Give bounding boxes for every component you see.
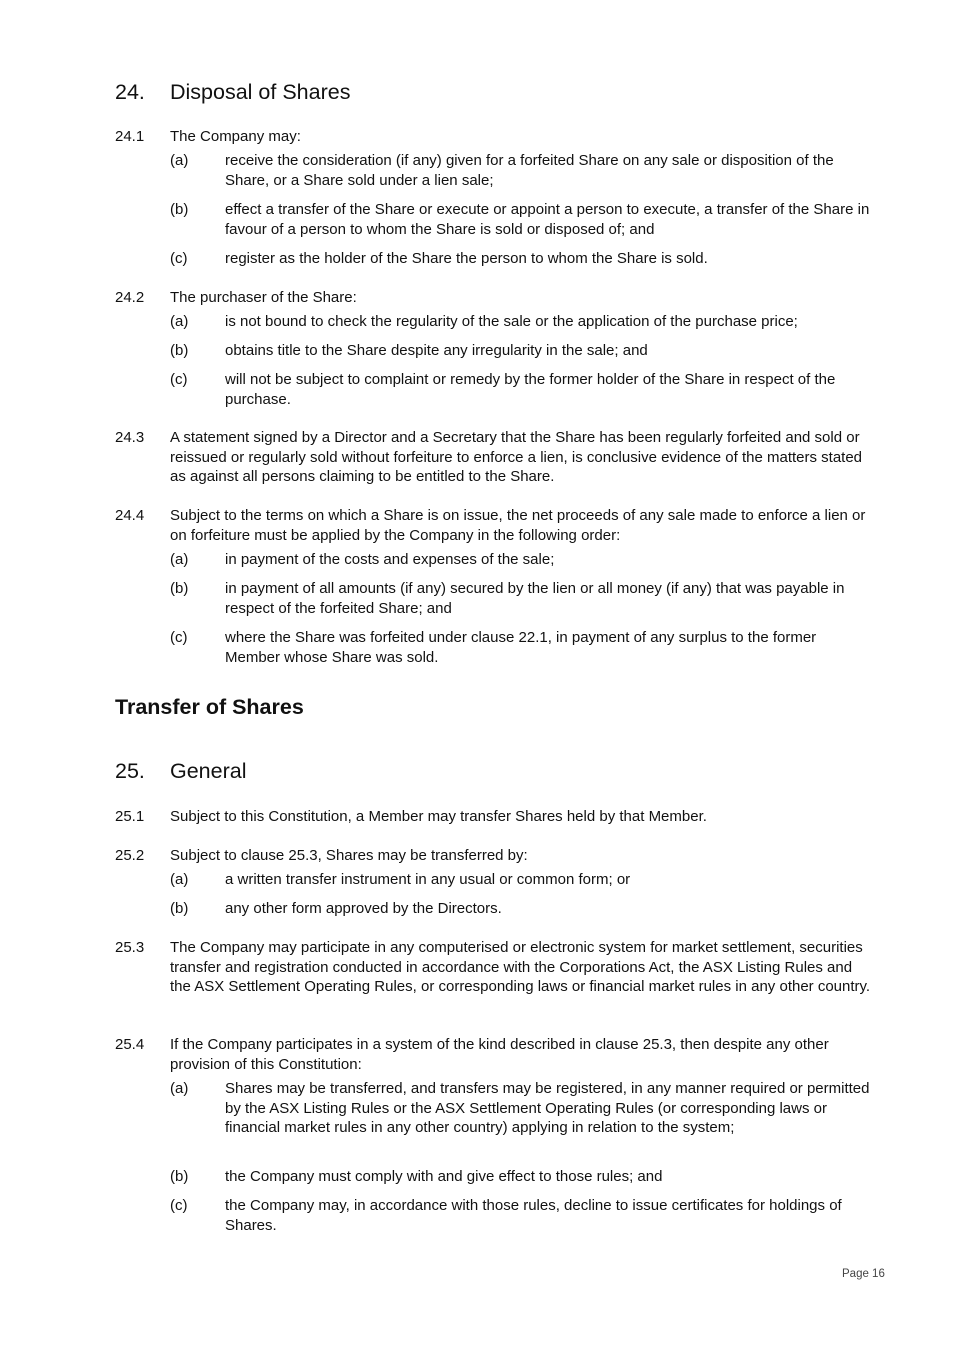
subclause-text: The purchaser of the Share:	[170, 289, 357, 306]
clause-number: 25.	[115, 759, 145, 783]
paragraph-text: in payment of the costs and expenses of the sale;	[225, 551, 555, 568]
paragraph-text: is not bound to check the regularity of the sale or the application of the purchase price;	[225, 313, 798, 330]
paragraph-text: obtains title to the Share despite any irregularity in the sale; and	[225, 342, 648, 359]
paragraph-text: receive the consideration (if any) given for a forfeited Share on any sale or disposition of the Share, or a Share sold under a lien sale;	[225, 152, 834, 189]
paragraph-text: a written transfer instrument in any usual or common form; or	[225, 871, 631, 888]
paragraph-number: (a)	[170, 313, 189, 330]
subclause-number: 25.2	[115, 847, 145, 864]
paragraph-text: register as the holder of the Share the person to whom the Share is sold.	[225, 250, 708, 267]
paragraph-number: (b)	[170, 900, 189, 917]
paragraph-text: any other form approved by the Directors.	[225, 900, 502, 917]
subclause-text: If the Company participates in a system of the kind described in clause 25.3, then despite any other provision of this Constitution:	[170, 1036, 829, 1073]
paragraph-text: where the Share was forfeited under clause 22.1, in payment of any surplus to the former Member whose Share was sold.	[225, 629, 817, 666]
paragraph-text: the Company may, in accordance with those rules, decline to issue certificates for holdings of Shares.	[225, 1197, 842, 1234]
paragraph-number: (a)	[170, 551, 189, 568]
subclause-number: 24.4	[115, 507, 145, 524]
clause-title: General	[170, 759, 247, 783]
paragraph-number: (b)	[170, 201, 189, 218]
paragraph-number: (a)	[170, 871, 189, 888]
subclause-number: 24.1	[115, 128, 145, 145]
paragraph-number: (c)	[170, 250, 188, 267]
clause-heading-25	[115, 759, 247, 784]
subclause-text: Subject to clause 25.3, Shares may be transferred by:	[170, 847, 528, 864]
clause-title: Disposal of Shares	[170, 80, 351, 104]
clause-heading-24	[115, 80, 350, 105]
paragraph-number: (a)	[170, 1080, 189, 1097]
subclause-number: 24.3	[115, 429, 145, 446]
part-heading: Transfer of Shares	[115, 695, 304, 719]
subclause-number: 25.4	[115, 1036, 145, 1053]
page-number: Page 16	[842, 1268, 885, 1280]
paragraph-text: in payment of all amounts (if any) secured by the lien or all money (if any) that was payable in respect of the forfeited Share; and	[225, 580, 845, 617]
subclause-text: A statement signed by a Director and a Secretary that the Share has been regularly forfeited and sold or reissued or regularly sold without forfeiture to enforce a lien, is conclusive evidence of the matters stated as against all persons claiming to be entitled to the Share.	[170, 429, 863, 486]
paragraph-number: (b)	[170, 342, 189, 359]
paragraph-number: (b)	[170, 1168, 189, 1185]
subclause-number: 24.2	[115, 289, 145, 306]
paragraph-text: effect a transfer of the Share or execute or appoint a person to execute, a transfer of the Share in favour of a person to whom the Share is sold or disposed of; and	[225, 201, 870, 238]
subclause-number: 25.1	[115, 808, 145, 825]
paragraph-text: will not be subject to complaint or remedy by the former holder of the Share in respect of the purchase.	[225, 371, 836, 408]
subclause-text: Subject to this Constitution, a Member may transfer Shares held by that Member.	[170, 808, 707, 825]
paragraph-number: (a)	[170, 152, 189, 169]
paragraph-number: (b)	[170, 580, 189, 597]
paragraph-text: Shares may be transferred, and transfers may be registered, in any manner required or permitted by the ASX Listing Rules or the ASX Settlement Operating Rules (or corresponding laws or financial market rules in any other country) applying in relation to the system;	[225, 1080, 870, 1137]
paragraph-number: (c)	[170, 629, 188, 646]
subclause-text: The Company may participate in any computerised or electronic system for market settlement, securities transfer and registration conducted in accordance with the Corporations Act, the ASX Listing Rules and the ASX Settlement Operating Rules, or corresponding laws or financial market rules in any other country.	[170, 939, 871, 996]
clause-number: 24.	[115, 80, 145, 104]
paragraph-number: (c)	[170, 371, 188, 388]
subclause-text: Subject to the terms on which a Share is on issue, the net proceeds of any sale made to enforce a lien or on forfeiture must be applied by the Company in the following order:	[170, 507, 866, 544]
paragraph-number: (c)	[170, 1197, 188, 1214]
subclause-text: The Company may:	[170, 128, 301, 145]
paragraph-text: the Company must comply with and give effect to those rules; and	[225, 1168, 663, 1185]
subclause-number: 25.3	[115, 939, 145, 956]
